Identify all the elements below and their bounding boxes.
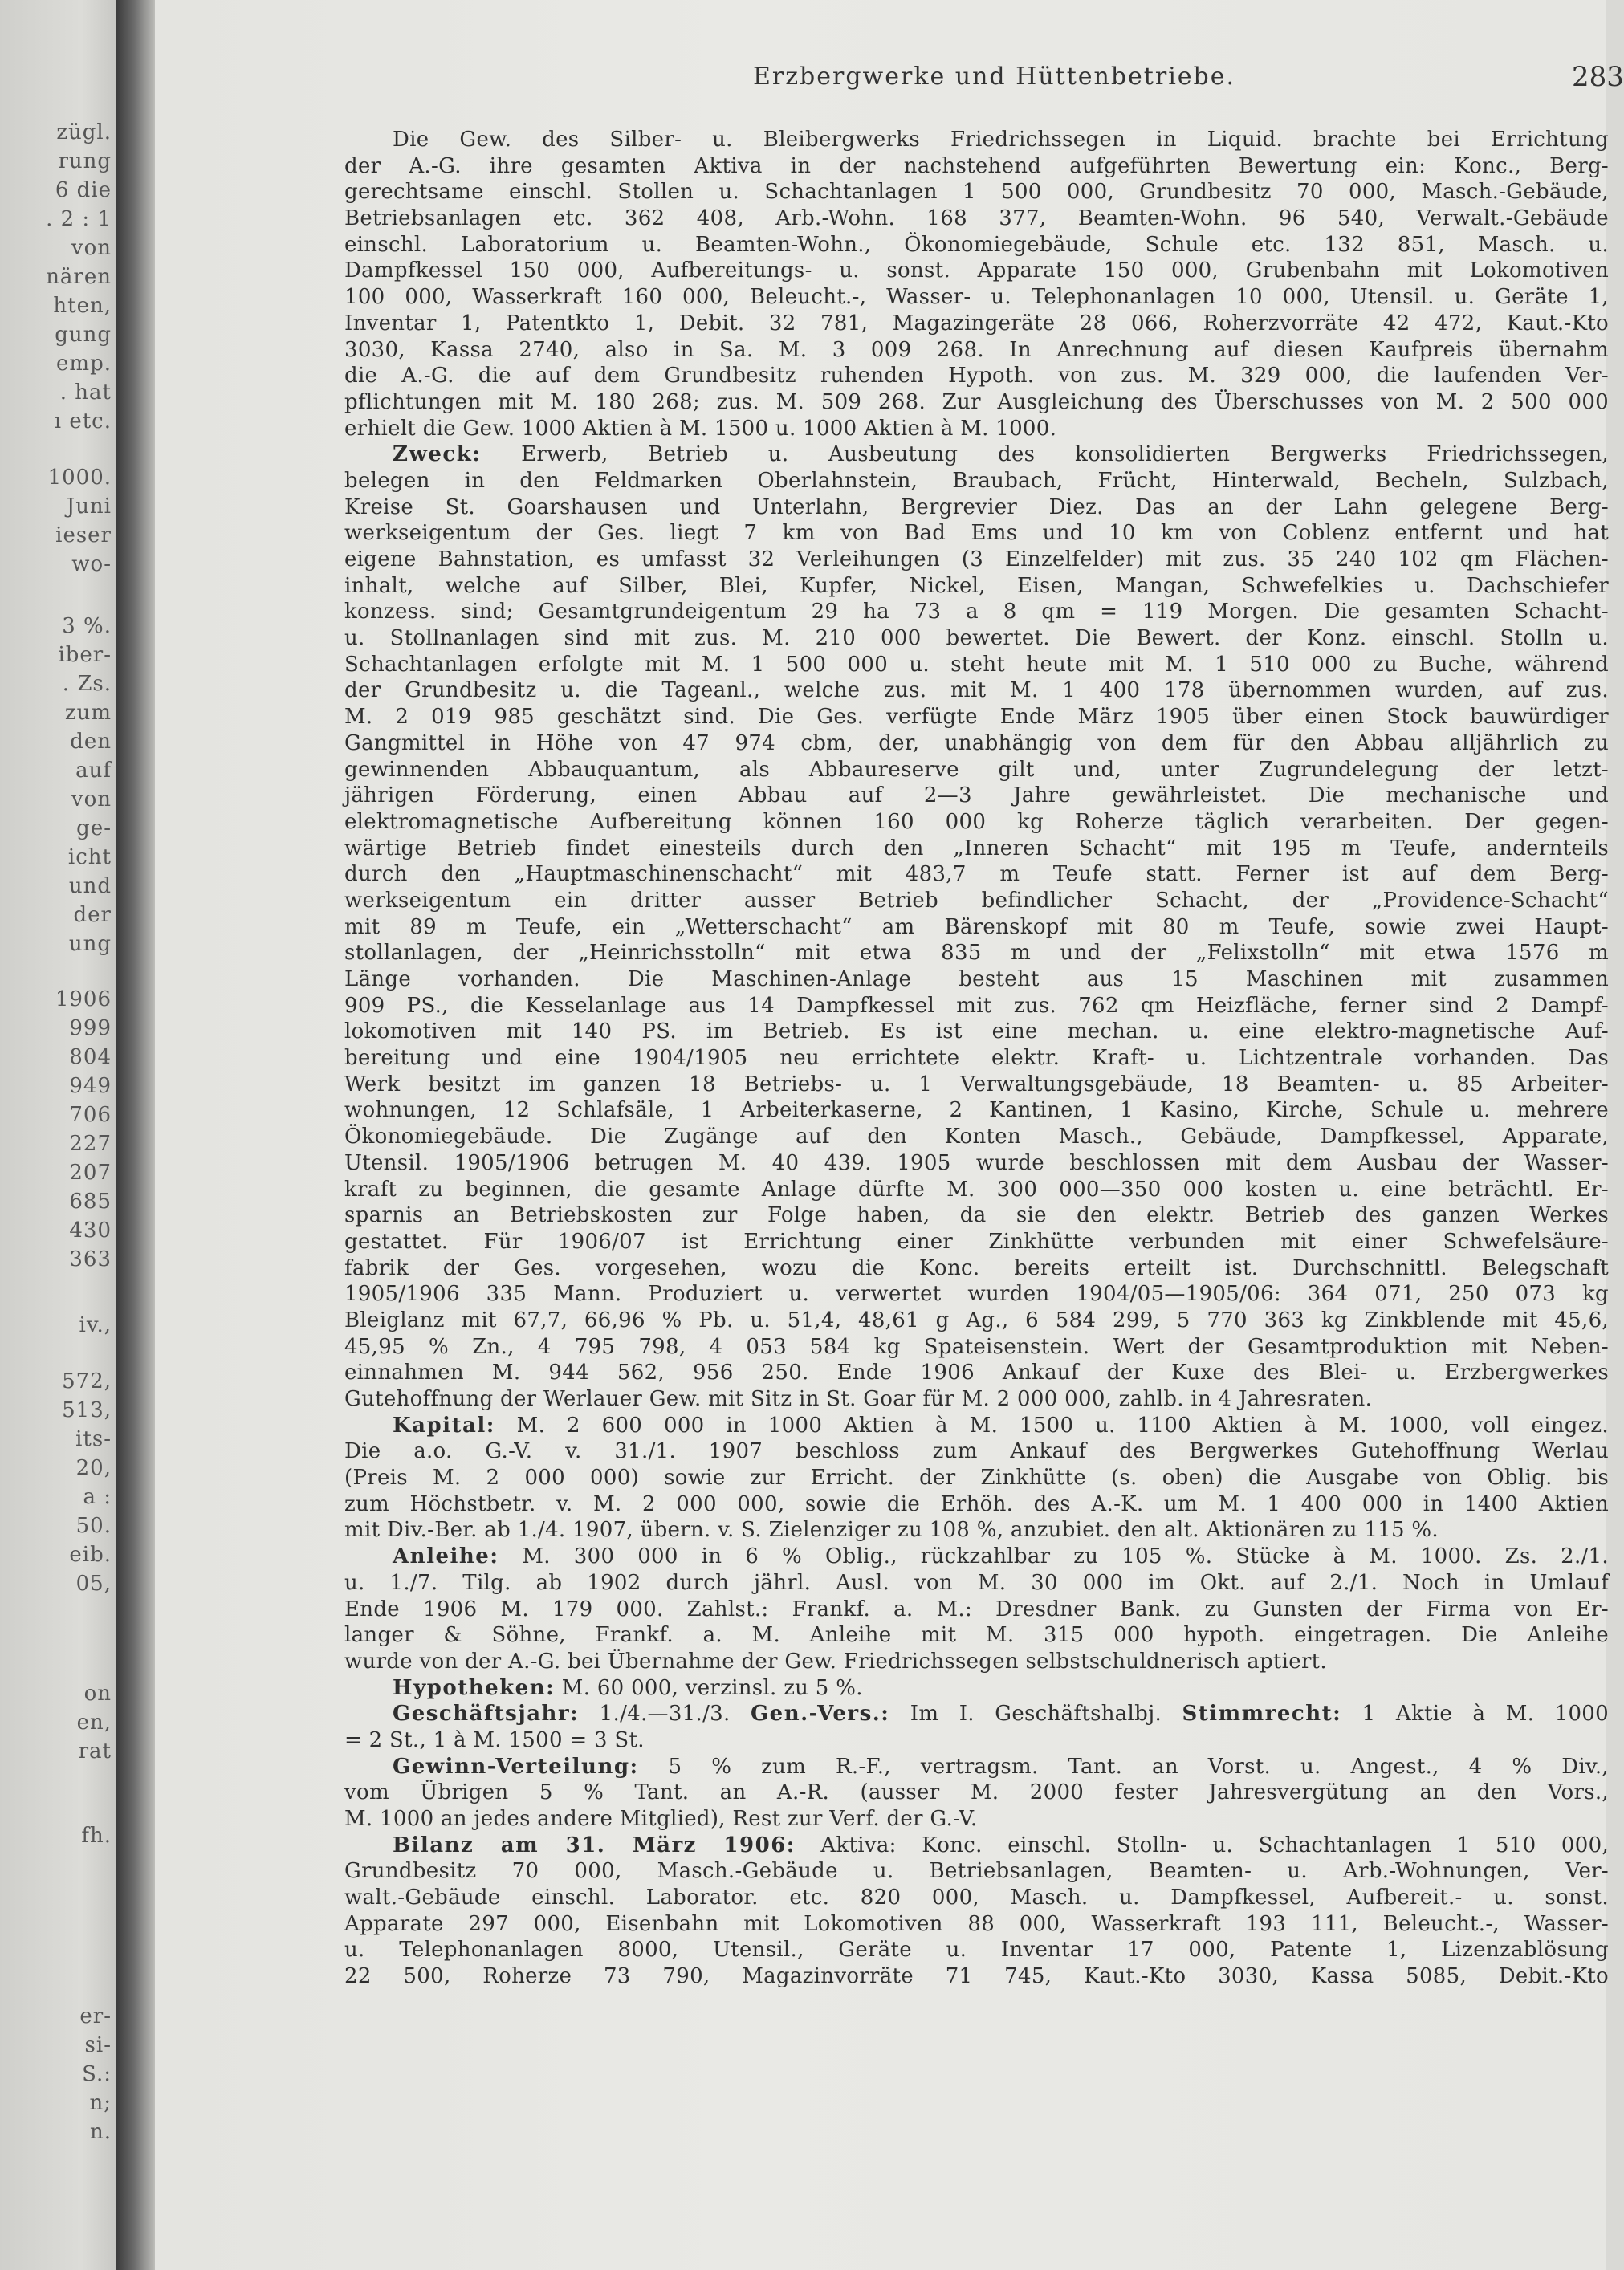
text-line (344, 599, 1609, 625)
line-text: 100 000, Wasserkraft 160 000, Beleucht.-, Wasser- u. Telephonanlagen 10 000, Utensil. u. Geräte 1, (344, 285, 1609, 310)
line-text: eigene Bahnstation, es umfasst 32 Verleihungen (3 Einzelfelder) mit zus. 35 240 102 qm Flächen- (344, 547, 1609, 572)
prev-page-fragment: wo- (71, 552, 112, 576)
line-text: Die Gew. des Silber- u. Bleibergwerks Friedrichssegen in Liquid. brachte bei Errichtung (393, 128, 1609, 152)
text-line (344, 127, 1609, 153)
prev-page-fragment: 949 (69, 1074, 112, 1098)
line-text: Werk besitzt im ganzen 18 Betriebs- u. 1 Verwaltungsgebäude, 18 Beamten- u. 85 Arbeiter- (344, 1072, 1609, 1096)
text-line (344, 914, 1609, 941)
line-text: M. 60 000, verzinsl. zu 5 %. (555, 1675, 863, 1700)
line-text: Inventar 1, Patentkto 1, Debit. 32 781, Magazingeräte 28 066, Roherzvorräte 42 472, Kaut.-Kto (344, 311, 1609, 336)
prev-page-fragment: on (83, 1682, 112, 1706)
text-line (344, 1308, 1609, 1334)
section-keyword: Bilanz am 31. März 1906: (393, 1833, 796, 1857)
text-line (344, 1045, 1609, 1072)
prev-page-fragment: 430 (69, 1218, 112, 1243)
book-gutter (116, 0, 155, 2270)
text-line (344, 1649, 1609, 1675)
text-line (344, 1885, 1609, 1911)
line-text: wärtige Betrieb findet einesteils durch den „Inneren Schacht“ mit 195 m Teufe, andernteils (344, 836, 1609, 860)
line-text: elektromagnetische Aufbereitung können 160 000 kg Roherze täglich verarbeiten. Der gegen- (344, 809, 1609, 834)
line-text: werkseigentum der Ges. liegt 7 km von Bad Ems und 10 km von Coblenz entfernt und hat (344, 521, 1609, 546)
text-line (344, 205, 1609, 232)
text-line (344, 1780, 1609, 1806)
prev-page-fragment: 1000. (47, 466, 112, 490)
section-keyword: Gen.-Vers.: (750, 1702, 890, 1727)
prev-page-fragment: 50. (75, 1514, 112, 1538)
prev-page-fragment: 3 %. (62, 614, 112, 638)
prev-page-fragment: iv., (79, 1313, 112, 1337)
line-text: erhielt die Gew. 1000 Aktien à M. 1500 u. 1000 Aktien à M. 1000. (344, 416, 1057, 441)
text-line (344, 547, 1609, 573)
line-text: M. 2 019 985 geschätzt sind. Die Ges. verfügte Ende März 1905 über einen Stock bauwürdiger (344, 705, 1609, 730)
prev-page-fragment: nären (46, 265, 112, 289)
text-line (344, 337, 1609, 364)
text-line (344, 520, 1609, 547)
section-keyword: Anleihe: (393, 1544, 499, 1569)
prev-page-fragment: auf (75, 759, 112, 783)
line-text: 1./4.—31./3. (579, 1702, 751, 1727)
text-line (344, 888, 1609, 914)
text-line (344, 416, 1609, 442)
line-text: Im I. Geschäftshalbj. (889, 1702, 1182, 1727)
text-line (344, 1413, 1609, 1439)
prev-page-fragment: rung (58, 149, 112, 173)
line-text: Gangmittel in Höhe von 47 974 cbm, der, unabhängig von dem für den Abbau alljährlich zu (344, 730, 1609, 755)
line-text: u. 1./7. Tilg. ab 1902 durch jährl. Ausl. von M. 30 000 im Okt. auf 2./1. Noch in Umlauf (344, 1570, 1609, 1595)
prev-page-fragment: von (71, 787, 112, 812)
text-line (344, 1701, 1609, 1727)
text-line (344, 1150, 1609, 1177)
prev-page-fragment: rat (78, 1739, 112, 1764)
line-text: 1905/1906 335 Mann. Produziert u. verwertet wurden 1904/05—1905/06: 364 071, 250 073 kg (344, 1282, 1609, 1307)
line-text: Gutehoffnung der Werlauer Gew. mit Sitz in St. Goar für M. 2 000 000, zahlb. in 4 Jahresraten. (344, 1387, 1373, 1411)
line-text: Kreise St. Goarshausen und Unterlahn, Bergrevier Diez. Das an der Lahn gelegene Berg- (344, 494, 1609, 519)
text-line (344, 1544, 1609, 1570)
text-line (344, 1491, 1609, 1518)
line-text: der A.-G. ihre gesamten Aktiva in der nachstehend aufgeführten Bewertung ein: Konc., Berg- (344, 153, 1609, 178)
prev-page-fragment: its- (75, 1427, 112, 1451)
line-text: die A.-G. die auf dem Grundbesitz ruhenden Hypoth. von zus. M. 329 000, die laufenden Ver- (344, 364, 1609, 389)
text-line (344, 441, 1609, 468)
text-line (344, 861, 1609, 888)
prev-page-fragment: 363 (69, 1247, 112, 1271)
running-head: Erzbergwerke und Hüttenbetriebe. (753, 63, 1236, 91)
prev-page-fragment: 804 (69, 1045, 112, 1069)
prev-page-fragment: . hat (59, 380, 112, 405)
text-line (344, 1360, 1609, 1386)
line-text: konzess. sind; Gesamtgrundeigentum 29 ha 73 a 8 qm = 119 Morgen. Die gesamten Schacht- (344, 600, 1609, 624)
line-text: (Preis M. 2 000 000) sowie zur Erricht. der Zinkhütte (s. oben) die Ausgabe von Oblig. bis (344, 1466, 1609, 1491)
line-text: durch den „Hauptmaschinenschacht“ mit 483,7 m Teufe statt. Ferner ist auf dem Berg- (344, 862, 1609, 887)
text-line (344, 1963, 1609, 1990)
section-keyword: Hypotheken: (393, 1675, 556, 1700)
line-text: belegen in den Feldmarken Oberlahnstein, Braubach, Frücht, Hinterwald, Becheln, Sulzbach, (344, 468, 1609, 493)
text-line (344, 1072, 1609, 1098)
prev-page-fragment: fh. (81, 1824, 112, 1848)
page-number: 283 (1572, 61, 1624, 93)
text-line (344, 1675, 1609, 1702)
text-line (344, 258, 1609, 284)
line-text: wohnungen, 12 Schlafsäle, 1 Arbeiterkaserne, 2 Kantinen, 1 Kasino, Kirche, Schule u. mehrere (344, 1098, 1609, 1123)
previous-page-edge (0, 0, 116, 2270)
line-text: 909 PS., die Kesselanlage aus 14 Dampfkessel mit zus. 762 qm Heizfläche, ferner sind 2 Dampf- (344, 993, 1609, 1018)
line-text: u. Telephonanlagen 8000, Utensil., Geräte u. Inventar 17 000, Patente 1, Lizenzablösung (344, 1938, 1609, 1963)
text-line (344, 730, 1609, 757)
line-text: fabrik der Ges. vorgesehen, wozu die Konc. bereits erteilt ist. Durchschnittl. Belegschaft (344, 1255, 1609, 1280)
line-text: sparnis an Betriebskosten zur Folge haben, da sie den elektr. Betrieb des ganzen Werkes (344, 1203, 1609, 1228)
text-line (344, 1124, 1609, 1150)
prev-page-fragment: gung (55, 323, 112, 347)
text-line (344, 311, 1609, 337)
prev-page-fragment: von (71, 236, 112, 260)
text-line (344, 1465, 1609, 1491)
text-line (344, 625, 1609, 652)
line-text: stollanlagen, der „Heinrichsstolln“ mit etwa 835 m und der „Felixstolln“ mit etwa 1576 m (344, 941, 1609, 966)
text-line (344, 1229, 1609, 1255)
prev-page-fragment: S.: (82, 2062, 112, 2086)
prev-page-fragment: 6 die (55, 178, 112, 202)
text-line (344, 494, 1609, 521)
line-text: Bleiglanz mit 67,7, 66,96 % Pb. u. 51,4, 48,61 g Ag., 6 584 299, 5 770 363 kg Zinkblende mit 45,6, (344, 1308, 1609, 1332)
line-text: u. Stollnanlagen sind mit zus. M. 210 000 bewertet. Die Bewert. der Konz. einschl. Stolln u. (344, 626, 1609, 651)
line-text: mit Div.-Ber. ab 1./4. 1907, übern. v. S. Zielenziger zu 108 %, anzubiet. den alt. Aktionären zu 115 %. (344, 1518, 1439, 1543)
line-text: bereitung und eine 1904/1905 neu errichtete elektr. Kraft- u. Lichtzentrale vorhanden. Das (344, 1046, 1609, 1071)
text-line (344, 652, 1609, 678)
section-keyword: Stimmrecht: (1182, 1702, 1342, 1727)
line-text: inhalt, welche auf Silber, Blei, Kupfer, Nickel, Eisen, Mangan, Schwefelkies u. Dachschiefer (344, 573, 1609, 598)
text-line (344, 836, 1609, 862)
text-line (344, 757, 1609, 783)
prev-page-fragment: n. (89, 2120, 112, 2144)
text-line (344, 1570, 1609, 1597)
line-text: Länge vorhanden. Die Maschinen-Anlage besteht aus 15 Maschinen mit zusammen (344, 967, 1609, 991)
text-line (344, 1622, 1609, 1649)
line-text: M. 2 600 000 in 1000 Aktien à M. 1500 u. 1100 Aktien à M. 1000, voll eingez. (495, 1413, 1609, 1438)
prev-page-fragment: 1906 (55, 987, 112, 1011)
text-line (344, 468, 1609, 494)
text-line (344, 1858, 1609, 1885)
text-line (344, 1517, 1609, 1544)
line-text: der Grundbesitz u. die Tageanl., welche zus. mit M. 1 400 178 übernommen wurden, auf zus. (344, 678, 1609, 703)
text-line (344, 1281, 1609, 1308)
text-line (344, 1806, 1609, 1833)
text-line (344, 809, 1609, 836)
text-line (344, 573, 1609, 600)
text-line (344, 966, 1609, 993)
text-line (344, 1202, 1609, 1229)
prev-page-fragment: emp. (56, 352, 112, 376)
text-line (344, 783, 1609, 809)
section-keyword: Zweck: (393, 442, 482, 467)
text-line (344, 284, 1609, 311)
text-line (344, 232, 1609, 258)
line-text: einschl. Laboratorium u. Beamten-Wohn., Ökonomiegebäude, Schule etc. 132 851, Masch. u. (344, 232, 1609, 257)
line-text: Aktiva: Konc. einschl. Stolln- u. Schachtanlagen 1 510 000, (795, 1833, 1610, 1857)
line-text: Dampfkessel 150 000, Aufbereitungs- u. sonst. Apparate 150 000, Grubenbahn mit Lokomotiven (344, 258, 1609, 283)
line-text: Ökonomiegebäude. Die Zugänge auf den Konten Masch., Gebäude, Dampfkessel, Apparate, (344, 1125, 1609, 1149)
body-text (344, 127, 1609, 1990)
text-line (344, 1438, 1609, 1465)
line-text: gewinnenden Abbauquantum, als Abbaureserve gilt und, unter Zugrundelegung der letzt- (344, 757, 1609, 782)
line-text: 45,95 % Zn., 4 795 798, 4 053 584 kg Spateisenstein. Wert der Gesamtproduktion mit Neben- (344, 1334, 1609, 1359)
line-text: werkseigentum ein dritter ausser Betrieb befindlicher Schacht, der „Providence-Schacht“ (344, 888, 1609, 913)
prev-page-fragment: ieser (55, 523, 112, 547)
prev-page-fragment: ı etc. (54, 409, 112, 433)
text-line (344, 993, 1609, 1019)
text-line (344, 1386, 1609, 1413)
line-text: lokomotiven mit 140 PS. im Betrieb. Es ist eine mechan. u. eine elektro-magnetische Auf- (344, 1019, 1609, 1044)
line-text: zum Höchstbetr. v. M. 2 000 000, sowie die Erhöh. des A.-K. um M. 1 400 000 in 1400 Aktien (344, 1491, 1609, 1516)
line-text: M. 300 000 in 6 % Oblig., rückzahlbar zu 105 %. Stücke à M. 1000. Zs. 2./1. (499, 1544, 1609, 1569)
line-text: Grundbesitz 70 000, Masch.-Gebäude u. Betriebsanlagen, Beamten- u. Arb.-Wohnungen, Ver- (344, 1859, 1609, 1884)
prev-page-fragment: und (68, 874, 112, 898)
text-line (344, 179, 1609, 205)
text-line (344, 704, 1609, 730)
line-text: wurde von der A.-G. bei Übernahme der Gew. Friedrichssegen selbstschuldnerisch aptiert. (344, 1649, 1327, 1674)
line-text: pflichtungen mit M. 180 268; zus. M. 509 268. Zur Ausgleichung des Überschusses von M. 2 500 000 (344, 389, 1609, 414)
line-text: gestattet. Für 1906/07 ist Errichtung einer Zinkhütte verbunden mit einer Schwefelsäure- (344, 1229, 1609, 1254)
prev-page-fragment: 999 (69, 1016, 112, 1040)
prev-page-fragment: 05, (75, 1572, 112, 1596)
prev-page-fragment: 685 (69, 1190, 112, 1214)
line-text: kraft zu beginnen, die gesamte Anlage dürfte M. 300 000—350 000 kosten u. eine beträchtl. Er- (344, 1177, 1609, 1202)
prev-page-fragment: 227 (69, 1132, 112, 1156)
prev-page-fragment: iber- (58, 643, 112, 667)
prev-page-fragment: 513, (62, 1398, 112, 1422)
text-line (344, 153, 1609, 180)
line-text: Die a.o. G.-V. v. 31./1. 1907 beschloss zum Ankauf des Bergwerkes Gutehoffnung Werlau (344, 1439, 1609, 1464)
section-keyword: Geschäftsjahr: (393, 1702, 580, 1727)
text-line (344, 1911, 1609, 1938)
text-line (344, 363, 1609, 389)
line-text: Apparate 297 000, Eisenbahn mit Lokomotiven 88 000, Wasserkraft 193 111, Beleucht.-, Wasser- (344, 1911, 1609, 1936)
prev-page-fragment: 572, (62, 1369, 112, 1393)
prev-page-fragment: 20, (75, 1456, 112, 1480)
prev-page-fragment: . 2 : 1 (46, 207, 112, 231)
line-text: einnahmen M. 944 562, 956 250. Ende 1906 Ankauf der Kuxe des Blei- u. Erzbergwerkes (344, 1361, 1609, 1385)
prev-page-fragment: der (73, 903, 112, 927)
line-text: gerechtsame einschl. Stollen u. Schachtanlagen 1 500 000, Grundbesitz 70 000, Masch.-Gebäude, (344, 180, 1609, 205)
text-line (344, 1255, 1609, 1282)
prev-page-fragment: zügl. (56, 120, 112, 144)
line-text: Ende 1906 M. 179 000. Zahlst.: Frankf. a. M.: Dresdner Bank. zu Gunsten der Firma von Er- (344, 1597, 1609, 1621)
line-text: walt.-Gebäude einschl. Laborator. etc. 820 000, Masch. u. Dampfkessel, Aufbereit.- u. sonst. (344, 1886, 1609, 1910)
line-text: langer & Söhne, Frankf. a. M. Anleihe mit M. 315 000 hypoth. eingetragen. Die Anleihe (344, 1623, 1609, 1648)
page (155, 0, 1624, 2270)
text-line (344, 1334, 1609, 1361)
text-line (344, 1097, 1609, 1124)
line-text: M. 1000 an jedes andere Mitglied), Rest zur Verf. der G.-V. (344, 1807, 978, 1831)
prev-page-fragment: er- (79, 2004, 112, 2028)
prev-page-fragment: n; (89, 2091, 112, 2115)
text-line (344, 1597, 1609, 1623)
prev-page-fragment: en, (76, 1711, 112, 1735)
text-line (344, 1727, 1609, 1754)
line-text: vom Übrigen 5 % Tant. an A.-R. (ausser M. 2000 fester Jahresvergütung an den Vors., (344, 1780, 1609, 1805)
prev-page-fragment: ge- (76, 816, 112, 840)
prev-page-fragment: si- (84, 2033, 112, 2057)
text-line (344, 1019, 1609, 1045)
section-keyword: Gewinn-Verteilung: (393, 1754, 639, 1779)
text-line (344, 677, 1609, 704)
prev-page-fragment: . Zs. (62, 672, 112, 696)
line-text: mit 89 m Teufe, ein „Wetterschacht“ am Bärenskopf mit 80 m Teufe, sowie zwei Haupt- (344, 914, 1609, 939)
line-text: Utensil. 1905/1906 betrugen M. 40 439. 1905 wurde beschlossen mit dem Ausbau der Wasser- (344, 1150, 1609, 1175)
line-text: = 2 St., 1 à M. 1500 = 3 St. (344, 1727, 645, 1752)
line-text: 22 500, Roherze 73 790, Magazinvorräte 71 745, Kaut.-Kto 3030, Kassa 5085, Debit.-Kto (344, 1964, 1609, 1989)
prev-page-fragment: icht (67, 845, 112, 869)
line-text: 3030, Kassa 2740, also in Sa. M. 3 009 268. In Anrechnung auf diesen Kaufpreis übernahm (344, 337, 1609, 362)
prev-page-fragment: Juni (66, 494, 112, 519)
prev-page-fragment: 207 (69, 1161, 112, 1185)
line-text: Erwerb, Betrieb u. Ausbeutung des konsolidierten Bergwerks Friedrichssegen, (481, 442, 1609, 467)
text-line (344, 1833, 1609, 1859)
section-keyword: Kapital: (393, 1413, 495, 1438)
text-line (344, 389, 1609, 416)
text-line (344, 1937, 1609, 1963)
text-line (344, 1754, 1609, 1780)
line-text: 5 % zum R.-F., vertragsm. Tant. an Vorst. u. Angest., 4 % Div., (638, 1754, 1609, 1779)
prev-page-fragment: hten, (53, 294, 112, 318)
prev-page-fragment: a : (83, 1485, 112, 1509)
prev-page-fragment: ung (68, 932, 112, 956)
prev-page-fragment: eib. (69, 1543, 112, 1567)
prev-page-fragment: den (70, 730, 112, 754)
text-line (344, 1177, 1609, 1203)
line-text: Betriebsanlagen etc. 362 408, Arb.-Wohn. 168 377, Beamten-Wohn. 96 540, Verwalt.-Gebäude (344, 206, 1609, 231)
line-text: jährigen Förderung, einen Abbau auf 2—3 Jahre gewährleistet. Die mechanische und (344, 783, 1609, 808)
prev-page-fragment: 706 (69, 1103, 112, 1127)
prev-page-fragment: zum (64, 701, 112, 725)
line-text: Schachtanlagen erfolgte mit M. 1 500 000 u. steht heute mit M. 1 510 000 zu Buche, während (344, 652, 1609, 677)
line-text: 1 Aktie à M. 1000 (1341, 1702, 1609, 1727)
text-line (344, 940, 1609, 966)
